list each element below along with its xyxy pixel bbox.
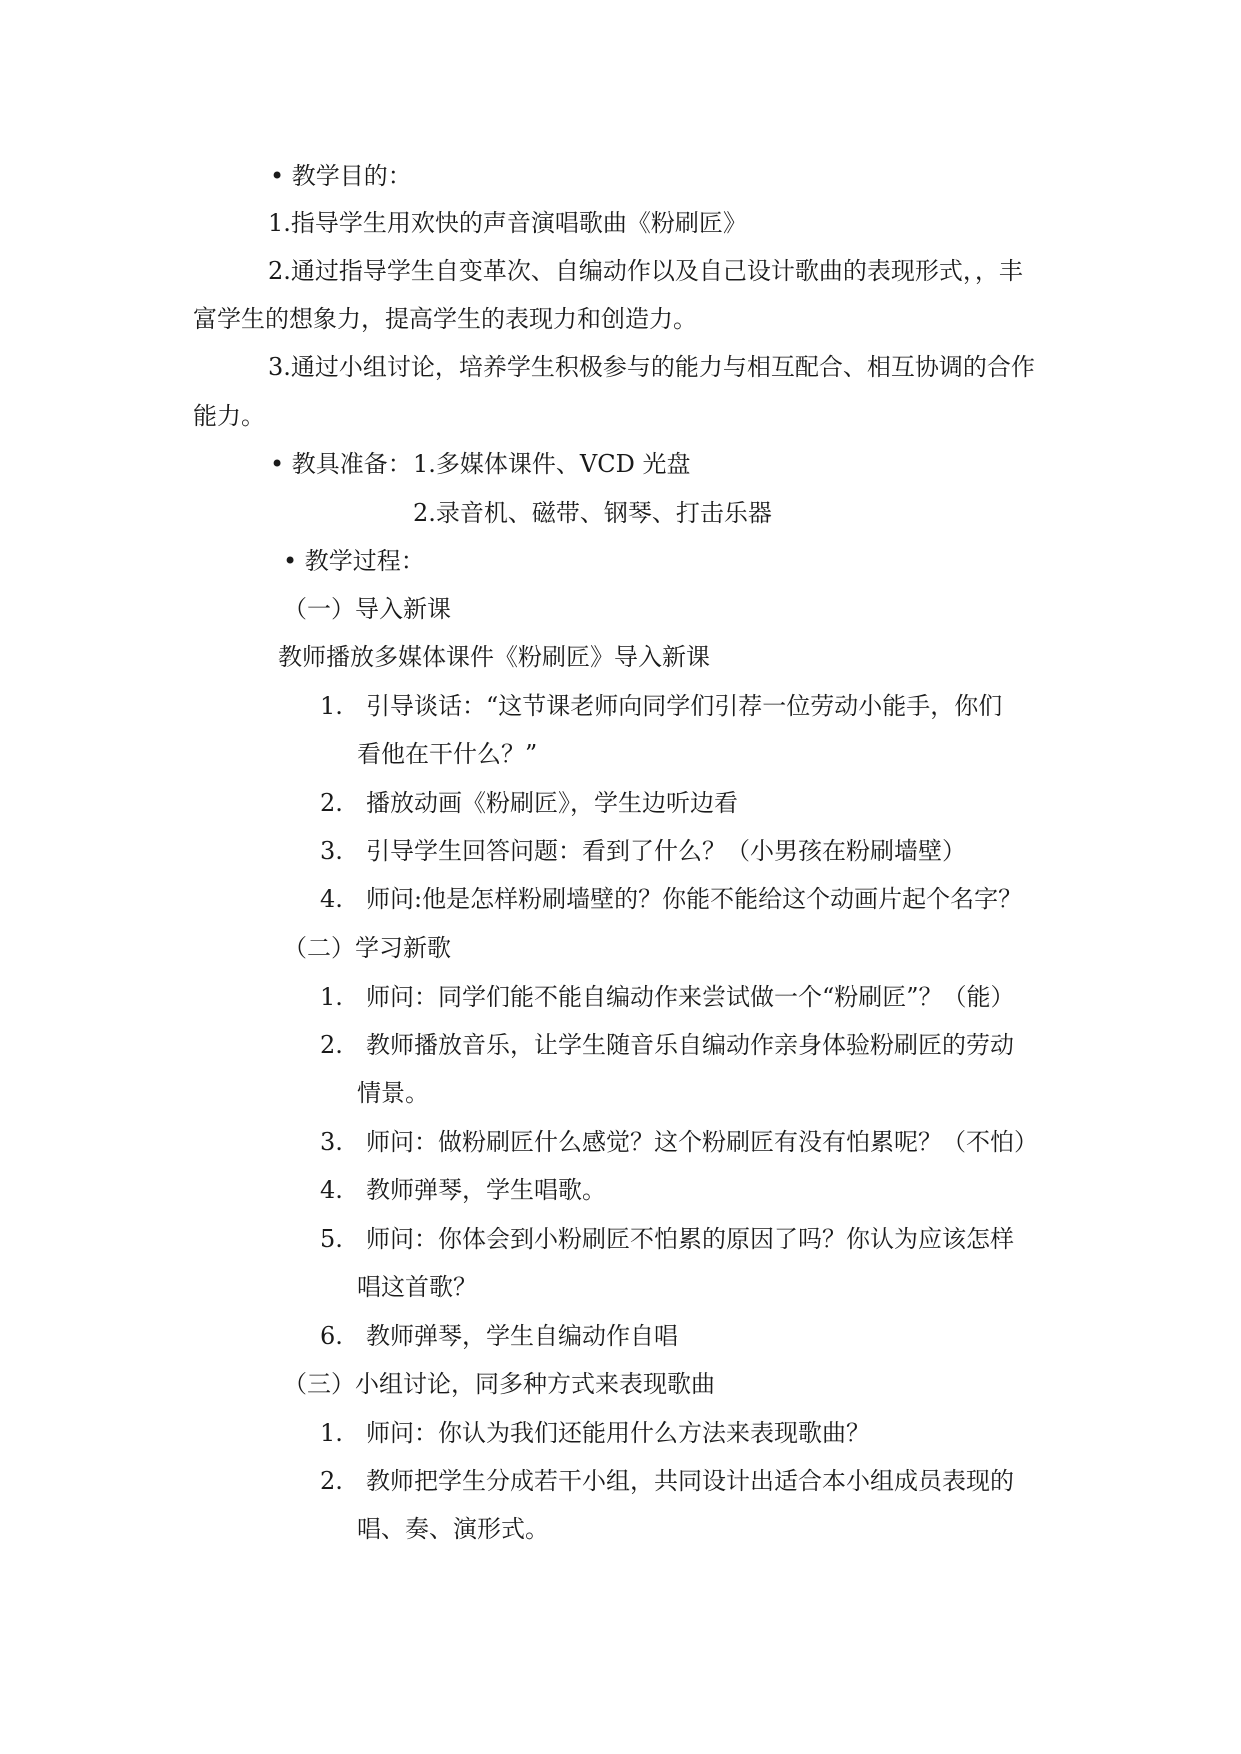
- objective-item-3-line2: 能力。: [193, 402, 265, 430]
- s2-item5-line2: 唱这首歌？: [357, 1273, 477, 1301]
- s3-item2-line1: 教师把学生分成若干小组，共同设计出适合本小组成员表现的: [366, 1467, 1014, 1495]
- s1-item1-line1: 引导谈话：“这节课老师向同学们引荐一位劳动小能手，你们: [366, 692, 1003, 720]
- s2-item4-num: 4.: [320, 1176, 343, 1204]
- s1-item1-line2: 看他在干什么？”: [357, 740, 538, 768]
- section3-title: （三）小组讨论，同多种方式来表现歌曲: [283, 1370, 715, 1398]
- s3-item1-num: 1.: [320, 1419, 343, 1447]
- s3-item2-num: 2.: [320, 1467, 343, 1495]
- s2-item5-num: 5.: [320, 1225, 343, 1253]
- materials-heading: • 教具准备：: [270, 450, 412, 478]
- objective-item-2-line2: 富学生的想象力，提高学生的表现力和创造力。: [193, 305, 697, 333]
- s1-item4-line1: 师问:他是怎样粉刷墙壁的？你能不能给这个动画片起个名字？: [366, 885, 1023, 913]
- section2-title: （二）学习新歌: [283, 934, 451, 962]
- s2-item1-num: 1.: [320, 983, 343, 1011]
- s1-item2-line1: 播放动画《粉刷匠》，学生边听边看: [366, 789, 738, 817]
- objectives-heading: • 教学目的：: [270, 162, 412, 190]
- s2-item3-line1: 师问：做粉刷匠什么感觉？这个粉刷匠有没有怕累呢？（不怕）: [366, 1128, 1038, 1156]
- s3-item1-line1: 师问：你认为我们还能用什么方法来表现歌曲？: [366, 1419, 870, 1447]
- s2-item5-line1: 师问：你体会到小粉刷匠不怕累的原因了吗？你认为应该怎样: [366, 1225, 1014, 1253]
- s2-item1-line1: 师问：同学们能不能自编动作来尝试做一个“粉刷匠”？（能）: [366, 983, 1015, 1011]
- s1-item1-num: 1.: [320, 692, 343, 720]
- section1-title: （一）导入新课: [283, 595, 451, 623]
- s2-item2-line2: 情景。: [357, 1079, 429, 1107]
- s1-item3-num: 3.: [320, 837, 343, 865]
- s3-item2-line2: 唱、奏、演形式。: [357, 1515, 549, 1543]
- materials-item-1: 1.多媒体课件、VCD 光盘: [413, 450, 691, 478]
- process-heading: • 教学过程：: [283, 547, 425, 575]
- objective-item-2-line1: 2.通过指导学生自变革次、自编动作以及自己设计歌曲的表现形式，，丰: [268, 257, 1023, 285]
- s2-item6-num: 6.: [320, 1322, 343, 1350]
- s2-item2-num: 2.: [320, 1031, 343, 1059]
- objective-item-1: 1.指导学生用欢快的声音演唱歌曲《粉刷匠》: [268, 209, 747, 237]
- objective-item-3-line1: 3.通过小组讨论，培养学生积极参与的能力与相互配合、相互协调的合作: [268, 353, 1035, 381]
- s2-item2-line1: 教师播放音乐，让学生随音乐自编动作亲身体验粉刷匠的劳动: [366, 1031, 1014, 1059]
- materials-item-2: 2.录音机、磁带、钢琴、打击乐器: [413, 499, 772, 527]
- section1-intro: 教师播放多媒体课件《粉刷匠》导入新课: [278, 643, 710, 671]
- s1-item2-num: 2.: [320, 789, 343, 817]
- s2-item4-line1: 教师弹琴，学生唱歌。: [366, 1176, 606, 1204]
- s2-item6-line1: 教师弹琴，学生自编动作自唱: [366, 1322, 678, 1350]
- s1-item3-line1: 引导学生回答问题：看到了什么？（小男孩在粉刷墙壁）: [366, 837, 966, 865]
- s1-item4-num: 4.: [320, 885, 343, 913]
- s2-item3-num: 3.: [320, 1128, 343, 1156]
